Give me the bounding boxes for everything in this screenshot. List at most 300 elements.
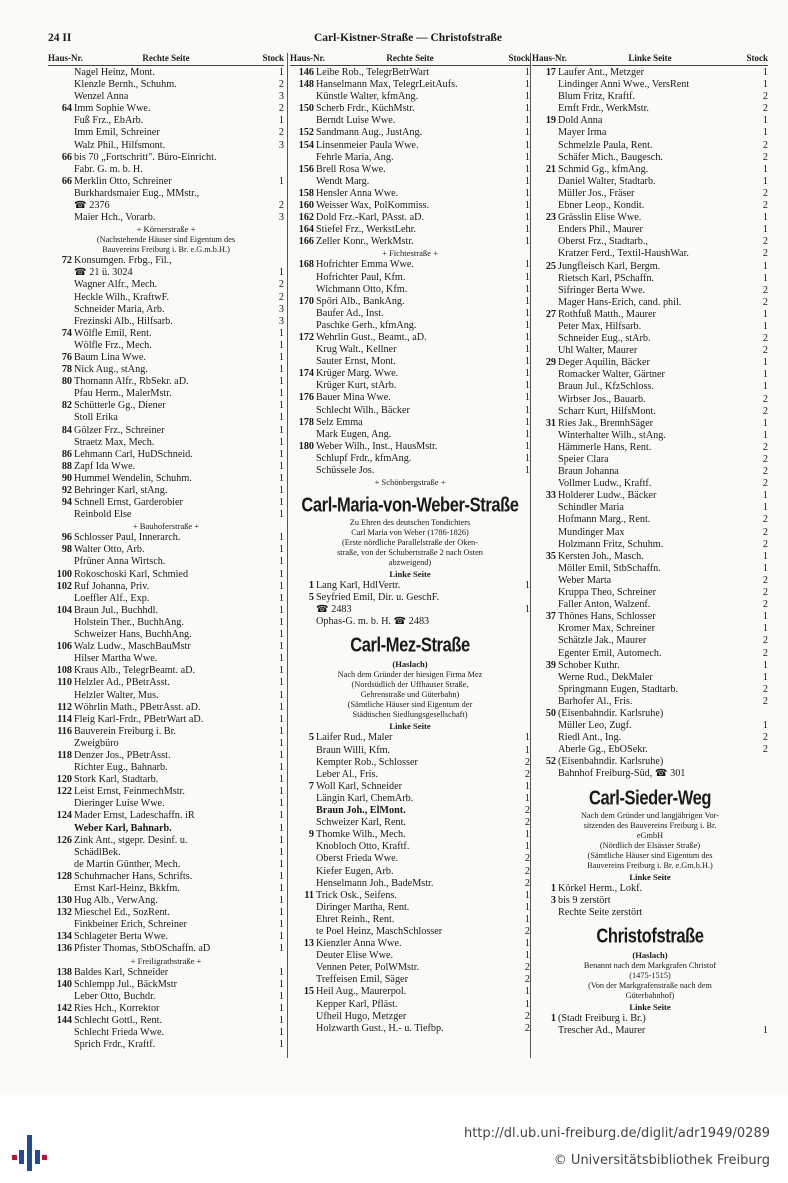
resident-name: Oberst Frz., Stadtarb., — [558, 236, 648, 248]
resident-name: Laufer Ant., Metzger — [558, 67, 644, 78]
entry-row — [532, 502, 768, 514]
floor-number: 1 — [278, 339, 284, 351]
entry-row — [290, 272, 530, 284]
entry-row — [532, 176, 768, 188]
resident-name: Selz Emma — [316, 416, 363, 428]
floor-number: 1 — [278, 436, 284, 448]
floor-number: 1 — [278, 485, 284, 496]
floor-number: 1 — [762, 163, 768, 175]
resident-name: Springmann Eugen, Stadtarb. — [558, 683, 678, 695]
house-number: 100 — [56, 568, 72, 580]
entry-row — [48, 726, 284, 738]
floor-number: 1 — [278, 412, 284, 424]
floor-number: 1 — [762, 550, 768, 562]
floor-number: 1 — [762, 381, 768, 393]
side-label: (Haslach) — [632, 949, 668, 960]
entry-row — [290, 781, 530, 793]
resident-name: ☎ 2376 — [74, 200, 110, 212]
resident-name: Kromer Max, Schreiner — [558, 623, 656, 635]
floor-number: 1 — [524, 744, 530, 756]
street-note: sitzenden des Bauvereins Freiburg i. Br. — [583, 820, 717, 830]
entry-row — [290, 127, 530, 139]
floor-number: 2 — [524, 962, 530, 974]
resident-name: de Martin Günther, Mech. — [74, 858, 181, 870]
resident-name: Rothfuß Matth., Maurer — [558, 308, 656, 320]
floor-number: 1 — [278, 834, 284, 846]
resident-name: Sifringer Berta Wwe. — [558, 284, 646, 296]
entry-row — [532, 261, 768, 273]
floor-number: 1 — [524, 368, 530, 380]
entry-row — [48, 164, 284, 176]
floor-number: 1 — [762, 67, 768, 78]
house-number: 104 — [56, 604, 72, 616]
entry-row — [48, 279, 284, 291]
resident-name: (Stadt Freiburg i. Br.) — [558, 1012, 646, 1024]
resident-name: Körkel Herm., Lokf. — [558, 882, 643, 894]
entry-row — [290, 140, 530, 152]
entry-row — [532, 720, 768, 732]
house-number: 88 — [61, 460, 72, 472]
entry-row — [48, 340, 284, 352]
floor-number: 1 — [524, 344, 530, 356]
floor-number: 2 — [278, 127, 284, 139]
floor-number: 1 — [278, 978, 284, 990]
house-number: 152 — [298, 127, 314, 139]
resident-name: Schlageter Berta Wwe. — [74, 931, 169, 943]
entry-row — [48, 364, 284, 376]
street-note: Gehrenstraße und Güterbahn) — [360, 690, 460, 700]
house-number: 1 — [550, 882, 556, 894]
house-number: 122 — [56, 786, 72, 798]
resident-name: Schüssele Jos. — [316, 465, 375, 476]
entry-row — [290, 974, 530, 986]
ub-logo-icon — [10, 1133, 50, 1173]
resident-name: Spöri Alb., BankAng. — [316, 295, 405, 307]
floor-number: 1 — [762, 260, 768, 272]
column-header — [532, 53, 768, 66]
floor-number: 1 — [278, 376, 284, 388]
resident-name: Scharr Kurt, HilfsMont. — [558, 405, 656, 417]
resident-name: Hofmann Marg., Rent. — [558, 514, 651, 526]
entry-row — [48, 919, 284, 931]
floor-number: 2 — [524, 805, 530, 817]
floor-number: 2 — [524, 768, 530, 780]
resident-name: Hilser Martha Wwe. — [74, 653, 158, 665]
entry-row — [290, 224, 530, 236]
house-number: 164 — [298, 224, 314, 236]
floor-number: 1 — [762, 623, 768, 635]
resident-name: Enders Phil., Maurer — [558, 224, 643, 236]
entry-row — [532, 430, 768, 442]
entry-row — [532, 297, 768, 309]
house-number: 110 — [57, 677, 72, 689]
resident-name: Loeffler Alf., Exp. — [74, 592, 150, 604]
resident-name: Richter Eug., Bahnarb. — [74, 762, 168, 774]
floor-number: 2 — [762, 248, 768, 260]
resident-name: Daniel Walter, Stadtarb. — [558, 175, 656, 187]
floor-number: 1 — [762, 357, 768, 369]
viewer-footer — [0, 1095, 788, 1183]
resident-name: Leber Al., Fris. — [316, 768, 378, 780]
floor-number: 2 — [762, 466, 768, 478]
house-number: 80 — [61, 376, 72, 388]
entry-row — [532, 103, 768, 115]
resident-name: Zink Ant., stgepr. Desinf. u. — [74, 834, 188, 846]
resident-name: Pfrüner Anna Wirtsch. — [74, 556, 166, 568]
entry-row — [532, 394, 768, 406]
floor-number: 1 — [278, 665, 284, 677]
resident-name: Henselmann Joh., BadeMstr. — [316, 877, 434, 889]
house-number: 158 — [298, 187, 314, 199]
resident-name: Paschke Gerh., kfmAng. — [316, 319, 417, 331]
floor-number: 1 — [762, 212, 768, 224]
resident-name: Behringer Karl, stAng. — [74, 485, 168, 496]
house-number: 72 — [61, 255, 72, 267]
resident-name: Sandmann Aug., JustAng. — [316, 127, 423, 139]
floor-number: 2 — [762, 187, 768, 199]
entry-row — [532, 140, 768, 152]
side-label: Linke Seite — [389, 721, 431, 732]
resident-name: Thönes Hans, Schlosser — [558, 611, 656, 623]
resident-name: Schweizer Hans, BuchhAng. — [74, 629, 192, 641]
floor-number: 1 — [524, 901, 530, 913]
street-note: Bauvereins Freiburg i. Br. e.G.m.b.H.) — [102, 245, 230, 255]
resident-name: Kiefer Eugen, Arb. — [316, 865, 394, 877]
house-number: 176 — [298, 392, 314, 404]
resident-name: Weber Wilh., Inst., HausMstr. — [316, 440, 438, 452]
floor-number: 1 — [278, 725, 284, 737]
column-3 — [532, 53, 768, 1063]
resident-name: Zapf Ida Wwe. — [74, 460, 136, 472]
street-note: (1475-1515) — [629, 970, 671, 980]
entry-row — [532, 768, 768, 780]
resident-name: Braun Jul., Buchhdl. — [74, 604, 159, 616]
resident-name: Wenzel Anna — [74, 91, 129, 103]
floor-number: 1 — [278, 388, 284, 400]
entry-row — [290, 580, 530, 592]
house-number: 21 — [545, 163, 556, 175]
resident-name: Schlecht Frieda Wwe. — [74, 1027, 165, 1039]
floor-number: 1 — [524, 307, 530, 319]
resident-name: Baum Lina Wwe. — [74, 351, 146, 363]
cross-street: + Schönbergstraße + — [374, 477, 446, 488]
entry-row — [290, 926, 530, 938]
resident-name: Heckle Wilh., KraftwF. — [74, 291, 170, 303]
entry-row — [48, 569, 284, 581]
floor-number: 1 — [524, 212, 530, 224]
house-number: 148 — [298, 79, 314, 91]
resident-name: Walz Phil., Hilfsmont. — [74, 139, 166, 151]
entry-row — [48, 412, 284, 424]
floor-number: 1 — [278, 1002, 284, 1014]
entry-row — [532, 732, 768, 744]
house-number: 124 — [56, 810, 72, 822]
house-number: 78 — [61, 364, 72, 376]
entry-row — [290, 817, 530, 829]
entry-row — [48, 292, 284, 304]
floor-number: 2 — [762, 635, 768, 647]
resident-name: Krug Walt., Kellner — [316, 344, 397, 356]
entry-row — [48, 823, 284, 835]
floor-number: 2 — [762, 345, 768, 357]
resident-name: Holderer Ludw., Bäcker — [558, 490, 657, 502]
floor-number: 2 — [278, 79, 284, 91]
house-number: 150 — [298, 103, 314, 115]
floor-number: 1 — [278, 460, 284, 472]
floor-number: 2 — [762, 405, 768, 417]
entry-row — [48, 497, 284, 509]
resident-name: Lindinger Anni Wwe., VersRent — [558, 79, 690, 91]
resident-name: Trick Osk., Seifens. — [316, 889, 397, 901]
house-number: 52 — [545, 756, 556, 768]
entry-row — [290, 308, 530, 320]
floor-number: 1 — [278, 943, 284, 955]
entry-row — [48, 91, 284, 103]
entry-row — [532, 224, 768, 236]
house-number: 35 — [545, 550, 556, 562]
entry-row — [48, 485, 284, 497]
street-heading: Carl-Mez-Straße — [350, 634, 470, 657]
house-number: 140 — [56, 978, 72, 990]
floor-number: 1 — [278, 870, 284, 882]
resident-name: Schneider Maria, Arb. — [74, 303, 165, 315]
house-number: 31 — [545, 417, 556, 429]
house-number: 1 — [550, 1012, 556, 1024]
resident-name: Leist Ernst, FeinmechMstr. — [74, 786, 185, 798]
floor-number: 2 — [762, 333, 768, 345]
entry-row — [48, 847, 284, 859]
resident-name: Peter Max, Hilfsarb. — [558, 320, 642, 332]
street-note: Nach dem Gründer der hiesigen Firma Mez — [337, 670, 483, 680]
header-side: Rechte Seite — [142, 53, 190, 63]
entry-row — [532, 648, 768, 660]
resident-name: Weber Marta — [558, 574, 612, 586]
entry-row — [532, 164, 768, 176]
entry-row — [532, 248, 768, 260]
floor-number: 1 — [524, 604, 530, 616]
resident-name: ☎ 21 ü. 3024 — [74, 267, 133, 279]
resident-name: Bauer Mina Wwe. — [316, 392, 391, 404]
entry-row — [532, 599, 768, 611]
floor-number: 2 — [762, 526, 768, 538]
floor-number: 2 — [762, 236, 768, 248]
resident-name: Schneider Eug., stArb. — [558, 333, 651, 345]
resident-name: Ries Hch., Korrektor — [74, 1002, 160, 1014]
floor-number: 2 — [762, 587, 768, 599]
resident-name: Ophas-G. m. b. H. ☎ 2483 — [316, 616, 430, 628]
floor-number: 2 — [524, 756, 530, 768]
resident-name: Ernst Karl-Heinz, Bkkfm. — [74, 883, 180, 894]
entry-row — [290, 284, 530, 296]
entry-row — [48, 714, 284, 726]
entry-row — [290, 91, 530, 103]
entry-row — [48, 352, 284, 364]
resident-name: Wirbser Jos., Bauarb. — [558, 393, 646, 405]
house-number: 130 — [56, 895, 72, 907]
resident-name: Fabr. G. m. b. H. — [74, 163, 143, 175]
resident-name: Merklin Otto, Schreiner — [74, 175, 172, 187]
cross-street: + Freiligrathstraße + — [130, 955, 202, 966]
street-note: (Von der Markgrafenstraße nach dem — [588, 980, 712, 990]
resident-name: Längin Karl, ChemArb. — [316, 792, 414, 804]
resident-name: Leber Otto, Buchdr. — [74, 990, 156, 1002]
entry-row — [48, 762, 284, 774]
resident-name: Nagel Heinz, Mont. — [74, 67, 155, 78]
entry-row — [532, 756, 768, 768]
entry-row — [290, 745, 530, 757]
header-floor: Stock — [508, 53, 530, 63]
floor-number: 2 — [762, 393, 768, 405]
resident-name: Möller Emil, StbSchaffn. — [558, 562, 661, 574]
resident-name: Schütterle Gg., Diener — [74, 400, 166, 412]
resident-name: Krüger Marg. Wwe. — [316, 368, 399, 380]
entry-row — [48, 883, 284, 895]
house-number: 106 — [56, 641, 72, 653]
house-number: 96 — [61, 532, 72, 544]
resident-name: Helzler Ad., PBetrAsst. — [74, 677, 170, 689]
street-note: Güterbahnhof) — [625, 990, 675, 1000]
house-number: 9 — [308, 829, 314, 841]
floor-number: 1 — [762, 417, 768, 429]
floor-number: 1 — [278, 532, 284, 544]
floor-number: 2 — [524, 853, 530, 865]
resident-name: bis 70 „Fortschritt". Büro-Einricht. — [74, 151, 217, 163]
entry-row — [532, 684, 768, 696]
entry-row — [48, 212, 284, 224]
resident-name: Stork Karl, Stadtarb. — [74, 774, 159, 786]
floor-number: 1 — [524, 452, 530, 464]
entry-row — [290, 757, 530, 769]
cross-street: + Fichtestraße + — [382, 248, 438, 259]
floor-number: 1 — [762, 720, 768, 732]
floor-number: 1 — [278, 966, 284, 978]
floor-number: 1 — [278, 895, 284, 907]
house-number: 154 — [298, 139, 314, 151]
house-number: 66 — [61, 151, 72, 163]
resident-name: Künstle Walter, kfmAng. — [316, 91, 419, 103]
resident-name: Nick Aug., stAng. — [74, 364, 148, 376]
floor-number: 1 — [278, 677, 284, 689]
floor-number: 1 — [278, 327, 284, 339]
floor-number: 1 — [524, 224, 530, 236]
floor-number: 1 — [278, 1039, 284, 1051]
resident-name: Helzler Walter, Mus. — [74, 689, 159, 701]
entry-row — [290, 902, 530, 914]
entry-row — [290, 176, 530, 188]
floor-number: 3 — [278, 315, 284, 327]
house-number: 118 — [57, 749, 72, 761]
house-number: 66 — [61, 175, 72, 187]
entry-row — [48, 188, 284, 200]
floor-number: 1 — [278, 616, 284, 628]
entry-row — [532, 527, 768, 539]
house-number: 11 — [304, 889, 314, 901]
resident-name: Barhofer Al., Fris. — [558, 695, 633, 707]
resident-name: Imm Emil, Schreiner — [74, 127, 160, 139]
resident-name: Konsumgen. Frbg., Fil., — [74, 255, 172, 267]
entry-row — [48, 437, 284, 449]
header-floor: Stock — [746, 53, 768, 63]
entry-row — [532, 551, 768, 563]
floor-number: 2 — [762, 683, 768, 695]
house-number: 168 — [298, 259, 314, 271]
resident-name: Walter Otto, Arb. — [74, 544, 145, 556]
resident-name: Krüger Kurt, stArb. — [316, 380, 397, 392]
column-1 — [48, 53, 284, 1063]
entry-row — [48, 1027, 284, 1039]
resident-name: Fehrle Maria, Ang. — [316, 151, 394, 163]
floor-number: 2 — [762, 695, 768, 707]
resident-name: Vollmer Ludw., Kraftf. — [558, 478, 652, 490]
floor-number: 1 — [524, 428, 530, 440]
entry-row — [290, 152, 530, 164]
floor-number: 2 — [762, 91, 768, 103]
resident-name: Kepper Karl, Pfläst. — [316, 998, 398, 1010]
house-number: 39 — [545, 659, 556, 671]
entry-row — [290, 453, 530, 465]
floor-number: 1 — [278, 846, 284, 858]
entry-row — [532, 345, 768, 357]
side-label: Linke Seite — [629, 1001, 671, 1012]
entry-row — [532, 115, 768, 127]
resident-name: Wagner Alfr., Mech. — [74, 279, 158, 291]
column-header — [290, 53, 530, 66]
resident-name: Kratzer Ferd., Textil-HaushWar. — [558, 248, 689, 260]
header-house-number: Haus-Nr. — [532, 53, 567, 63]
floor-number: 1 — [278, 424, 284, 436]
entry-row — [532, 895, 768, 907]
entry-row — [532, 321, 768, 333]
house-number: 3 — [550, 894, 556, 906]
floor-number: 1 — [524, 127, 530, 139]
floor-number: 1 — [524, 200, 530, 212]
resident-name: Ernft Frdr., WerkMstr. — [558, 103, 649, 115]
page-number: 24 II — [48, 32, 72, 44]
entry-row — [290, 296, 530, 308]
floor-number: 1 — [278, 115, 284, 127]
floor-number: 1 — [524, 67, 530, 78]
house-number: 19 — [545, 115, 556, 127]
entry-row — [48, 871, 284, 883]
house-number: 178 — [298, 416, 314, 428]
street-heading: Christofstraße — [596, 924, 704, 948]
source-url: http://dl.ub.uni-freiburg.de/diglit/adr1949/0289 — [463, 1126, 770, 1141]
resident-name: Dold Frz.-Karl, PAsst. aD. — [316, 212, 425, 224]
entry-row — [48, 653, 284, 665]
house-number: 156 — [298, 163, 314, 175]
floor-number: 1 — [278, 774, 284, 786]
floor-number: 2 — [762, 284, 768, 296]
floor-number: 2 — [524, 925, 530, 937]
entry-row — [48, 532, 284, 544]
resident-name: Romacker Walter, Gärtner — [558, 369, 665, 381]
resident-name: Ehret Reinh., Rent. — [316, 913, 395, 925]
entry-row — [290, 805, 530, 817]
entry-row — [290, 950, 530, 962]
floor-number: 1 — [524, 271, 530, 283]
floor-number: 1 — [524, 889, 530, 901]
resident-name: Wehrlin Gust., Beamt., aD. — [316, 331, 427, 343]
resident-name: Klenzle Bernh., Schuhm. — [74, 79, 177, 91]
entry-row — [290, 67, 530, 79]
entry-row — [532, 127, 768, 139]
resident-name: Wöhrlin Math., PBetrAsst. aD. — [74, 701, 201, 713]
entry-row — [532, 406, 768, 418]
resident-name: Gölzer Frz., Schreiner — [74, 424, 165, 436]
entry-row — [290, 616, 530, 628]
floor-number: 1 — [762, 79, 768, 91]
resident-name: Müller Jos., Fräser — [558, 187, 635, 199]
